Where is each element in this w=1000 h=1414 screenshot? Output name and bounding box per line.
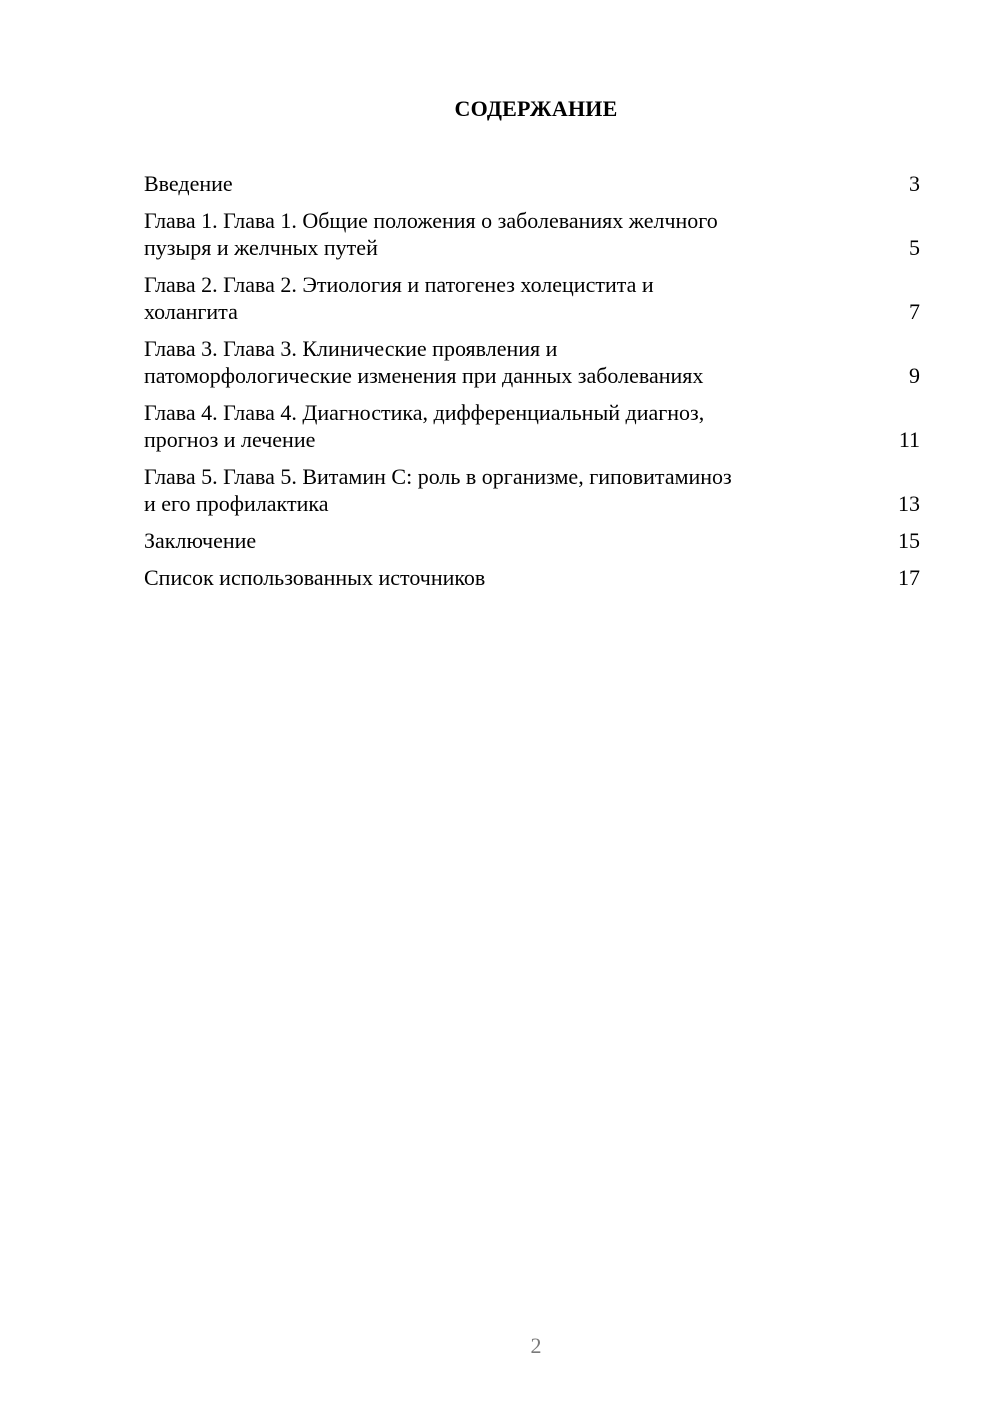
toc-entry-page: 9 — [909, 363, 920, 388]
toc-entry-conclusion — [144, 527, 920, 554]
toc-entry-text: Заключение — [144, 528, 257, 553]
toc-entry-text: Глава 3. Глава 3. Клинические проявления и патоморфологические изменения при данных заболеваниях — [144, 336, 704, 388]
toc-entry-page: 13 — [898, 491, 920, 516]
toc-entry-text: Глава 5. Глава 5. Витамин С: роль в организме, гиповитаминоз и его профилактика — [144, 464, 732, 516]
toc-entry-page: 7 — [909, 299, 920, 324]
toc-entry-page: 17 — [898, 565, 920, 590]
page-number: 2 — [530, 1333, 542, 1358]
toc-entry-text: Глава 4. Глава 4. Диагностика, дифференциальный диагноз, прогноз и лечение — [144, 400, 705, 452]
toc-entry-chapter-2 — [144, 271, 920, 325]
toc-entry-chapter-1 — [144, 207, 920, 261]
toc-list — [144, 170, 920, 601]
toc-entry-text: Глава 2. Глава 2. Этиология и патогенез холецистита и холангита — [144, 272, 654, 324]
toc-entry-text: Введение — [144, 171, 233, 196]
toc-entry-references — [144, 564, 920, 591]
toc-entry-text: Список использованных источников — [144, 565, 486, 590]
toc-entry-introduction — [144, 170, 920, 197]
toc-entry-page: 15 — [898, 528, 920, 553]
toc-entry-page: 5 — [909, 235, 920, 260]
toc-entry-chapter-4 — [144, 399, 920, 453]
toc-entry-page: 11 — [898, 427, 920, 452]
toc-entry-page: 3 — [909, 171, 920, 196]
toc-entry-chapter-3 — [144, 335, 920, 389]
toc-entry-text: Глава 1. Глава 1. Общие положения о заболеваниях желчного пузыря и желчных путей — [144, 208, 718, 260]
toc-title: СОДЕРЖАНИЕ — [454, 96, 618, 121]
toc-entry-chapter-5 — [144, 463, 920, 517]
